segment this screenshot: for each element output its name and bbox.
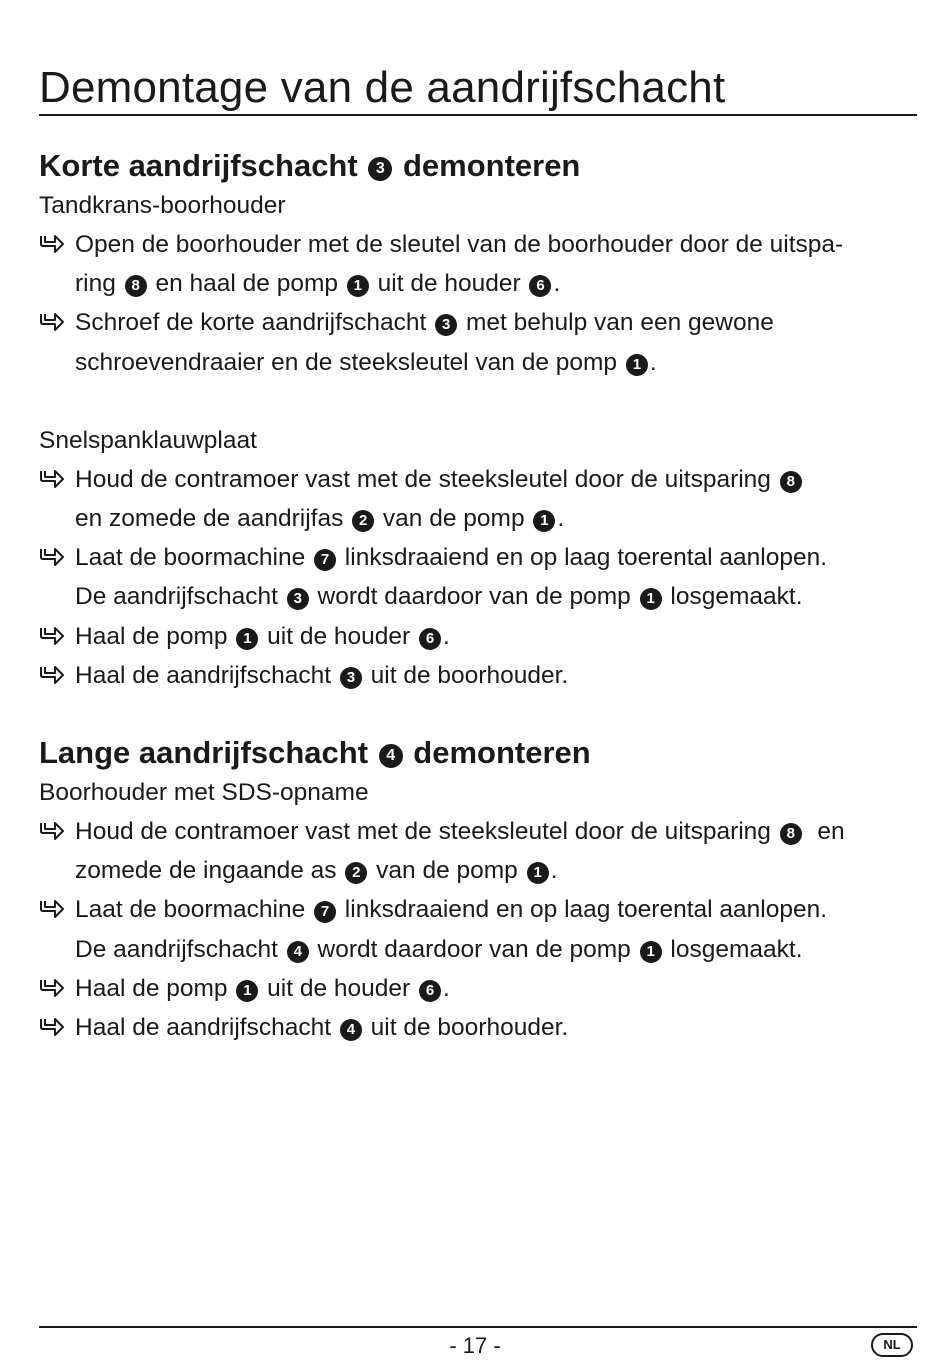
step-text: Haal de pomp [75,622,235,650]
step-text: . [550,857,558,885]
reference-number-badge: 1 [347,275,369,297]
step-text: en haal de pomp [148,270,345,298]
step-text: uit de boorhouder. [363,661,569,689]
reference-number-badge: 1 [640,588,662,610]
step-text: Haal de aandrijfschacht [75,661,338,689]
step-line [75,656,917,695]
step-text: Houd de contramoer vast met de steeksleutel door de uitsparing [75,818,778,845]
step-line [75,460,917,499]
step-text: van de pomp [369,857,525,885]
step-text: van de pomp [376,505,532,533]
step-text: Laat de boormachine [75,544,312,572]
arrow-right-icon [39,976,65,1000]
reference-number-badge: 3 [435,314,457,336]
step-text: uit de houder [260,622,418,650]
reference-number-badge: 6 [419,628,441,650]
reference-number-badge: 4 [340,1019,362,1041]
step-line [75,577,917,616]
arrow-right-icon [39,545,65,569]
step-line [75,930,917,969]
step-text: uit de boorhouder. [363,1014,569,1042]
step-text: linksdraaiend en op laag toerental aanlopen. [338,896,828,924]
arrow-right-icon [39,897,65,921]
step-line [75,617,917,656]
step-line [75,969,917,1008]
step-text: Laat de boormachine [75,896,312,924]
step-line [75,1008,917,1047]
language-badge: NL [871,1333,913,1357]
step-list [39,460,917,695]
reference-number-badge: 4 [287,941,309,963]
section-heading-text: Lange aandrijfschacht [39,735,369,770]
step-item [39,460,917,538]
reference-number-badge: 7 [314,549,336,571]
reference-number-badge: 6 [419,980,441,1002]
reference-number-badge: 2 [352,510,374,532]
step-line [75,812,917,851]
reference-number-badge: 3 [368,157,392,181]
reference-number-badge: 2 [345,862,367,884]
step-item [39,969,917,1008]
step-line [75,851,917,890]
step-text: losgemaakt. [663,583,803,611]
arrow-right-icon [39,467,65,491]
reference-number-badge: 8 [780,471,802,493]
step-item [39,225,917,303]
page-number: - 17 - [449,1333,501,1358]
reference-number-badge: 7 [314,901,336,923]
arrow-right-icon [39,232,65,256]
arrow-right-icon [39,1015,65,1039]
step-line [75,499,917,538]
step-line [75,225,917,264]
reference-number-badge: 8 [780,823,802,845]
footer-divider [39,1326,917,1328]
step-text: losgemaakt. [663,935,803,963]
step-text: uit de houder [370,270,528,298]
step-text: Houd de contramoer vast met de steeksleutel door de uitsparing [75,465,778,493]
step-item [39,812,917,890]
step-text: uit de houder [260,974,418,1002]
reference-number-badge: 6 [529,275,551,297]
step-text: . [553,270,561,298]
title-divider [39,114,917,116]
step-item [39,890,917,968]
step-text: ring [75,270,123,298]
reference-number-badge: 1 [640,941,662,963]
step-text: Haal de aandrijfschacht [75,1014,338,1042]
step-line [75,303,917,342]
step-text: en zomede de aandrijfas [75,505,351,533]
section-heading-text: Korte aandrijfschacht [39,148,358,183]
step-text: Schroef de korte aandrijfschacht [75,309,434,337]
reference-number-badge: 1 [236,980,258,1002]
step-text: De aandrijfschacht [75,583,285,611]
step-text: . [443,974,450,1002]
subsection-label: Tandkrans-boorhouder [39,192,286,219]
step-text: en [803,818,845,845]
step-text: wordt daardoor van de pomp [310,935,638,963]
page-title: Demontage van de aandrijfschacht [39,63,726,112]
step-text: . [649,348,657,376]
reference-number-badge: 1 [236,628,258,650]
section-heading-text: demonteren [402,148,581,183]
arrow-right-icon [39,663,65,687]
section-heading [39,733,917,773]
arrow-right-icon [39,624,65,648]
section-heading-text: demonteren [413,735,591,770]
step-line [75,538,917,577]
section-long-shaft [39,733,917,1047]
step-text: wordt daardoor van de pomp [310,583,638,611]
step-item [39,538,917,616]
step-line [75,264,917,303]
step-list [39,812,917,1047]
step-text: . [443,622,450,650]
step-item [39,303,917,381]
step-text: Open de boorhouder met de sleutel van de boorhouder door de uitspa- [75,231,844,258]
reference-number-badge: 8 [125,275,147,297]
step-line [75,890,917,929]
section-short-shaft [39,146,917,695]
arrow-right-icon [39,310,65,334]
subsection-label: Snelspanklauwplaat [39,426,257,454]
step-text: . [557,505,565,533]
reference-number-badge: 3 [340,667,362,689]
step-text: Haal de pomp [75,974,235,1002]
step-item [39,656,917,695]
reference-number-badge: 1 [527,862,549,884]
reference-number-badge: 3 [287,588,309,610]
step-text: schroevendraaier en de steeksleutel van de pomp [75,348,624,376]
step-text: linksdraaiend en op laag toerental aanlopen. [338,544,828,572]
arrow-right-icon [39,819,65,843]
step-line [75,343,917,382]
subsection-label: Boorhouder met SDS-opname [39,779,369,806]
step-list [39,225,917,382]
step-item [39,1008,917,1047]
step-text: met behulp van een gewone [459,309,774,337]
step-item [39,617,917,656]
section-heading [39,146,917,186]
reference-number-badge: 1 [626,354,648,376]
step-text: De aandrijfschacht [75,935,285,963]
reference-number-badge: 4 [379,744,403,768]
spacer [39,382,917,421]
reference-number-badge: 1 [533,510,555,532]
step-text: zomede de ingaande as [75,857,344,885]
